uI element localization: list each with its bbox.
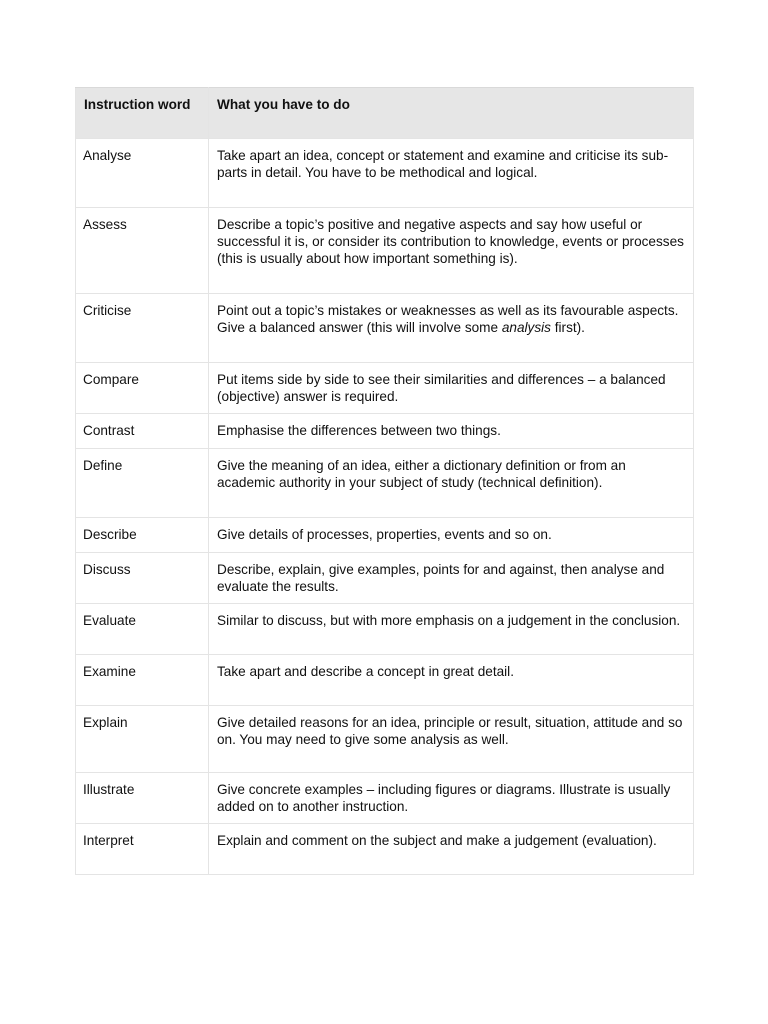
table-row (76, 449, 694, 518)
table-header-row (76, 88, 694, 139)
table-row (76, 706, 694, 773)
instruction-word-cell: Describe (76, 518, 209, 553)
description-text: Give details of processes, properties, events and so on. (217, 527, 552, 542)
description-cell (209, 518, 694, 553)
instruction-word-cell: Examine (76, 655, 209, 706)
table-row (76, 208, 694, 294)
description-text: Give concrete examples – including figures or diagrams. Illustrate is usually added on to another instruction. (217, 782, 671, 814)
instruction-word-cell: Define (76, 449, 209, 518)
description-cell (209, 139, 694, 208)
description-cell (209, 363, 694, 414)
table-row (76, 604, 694, 655)
instruction-word-cell: Illustrate (76, 773, 209, 824)
description-text: Describe, explain, give examples, points for and against, then analyse and evaluate the results. (217, 562, 665, 594)
header-what-you-have-to-do: What you have to do (209, 88, 694, 139)
description-text-end: first). (550, 320, 585, 335)
description-cell (209, 706, 694, 773)
description-cell (209, 655, 694, 706)
description-cell (209, 449, 694, 518)
instruction-word-cell: Interpret (76, 824, 209, 875)
instruction-word-cell: Evaluate (76, 604, 209, 655)
description-text: Emphasise the differences between two things. (217, 423, 501, 438)
description-italic-text: analysis (501, 320, 551, 335)
instruction-word-cell: Contrast (76, 414, 209, 449)
description-text: Point out a topic’s mistakes or weaknesses as well as its favourable aspects. Give a balanced answer (this will involve some (217, 303, 679, 335)
table-row (76, 824, 694, 875)
description-cell (209, 824, 694, 875)
table-row (76, 363, 694, 414)
description-text: Take apart an idea, concept or statement and examine and criticise its sub-parts in detail. You have to be methodical and logical. (217, 148, 669, 180)
description-text: Give the meaning of an idea, either a dictionary definition or from an academic authority in your subject of study (technical definition). (217, 458, 626, 490)
instruction-words-table (75, 87, 694, 875)
table-row (76, 518, 694, 553)
description-text: Take apart and describe a concept in great detail. (217, 664, 514, 679)
description-text: Give detailed reasons for an idea, principle or result, situation, attitude and so on. You may need to give some analysis as well. (217, 715, 683, 747)
description-cell (209, 553, 694, 604)
instruction-word-cell: Explain (76, 706, 209, 773)
table-row (76, 414, 694, 449)
instruction-word-cell: Compare (76, 363, 209, 414)
instruction-word-cell: Criticise (76, 294, 209, 363)
instruction-word-cell: Assess (76, 208, 209, 294)
description-cell (209, 414, 694, 449)
header-instruction-word: Instruction word (76, 88, 209, 139)
description-cell (209, 604, 694, 655)
table-row (76, 553, 694, 604)
description-text: Explain and comment on the subject and make a judgement (evaluation). (217, 833, 657, 848)
instruction-word-cell: Analyse (76, 139, 209, 208)
instruction-word-cell: Discuss (76, 553, 209, 604)
table-row (76, 139, 694, 208)
description-cell (209, 294, 694, 363)
description-cell (209, 208, 694, 294)
description-text: Similar to discuss, but with more emphasis on a judgement in the conclusion. (217, 613, 681, 628)
table-row (76, 655, 694, 706)
table-row (76, 294, 694, 363)
description-text: Describe a topic’s positive and negative aspects and say how useful or successful it is, or consider its contribution to knowledge, events or processes (this is usually about how important something is). (217, 217, 684, 266)
description-cell (209, 773, 694, 824)
description-text: Put items side by side to see their similarities and differences – a balanced (objective) answer is required. (217, 372, 666, 404)
table-row (76, 773, 694, 824)
